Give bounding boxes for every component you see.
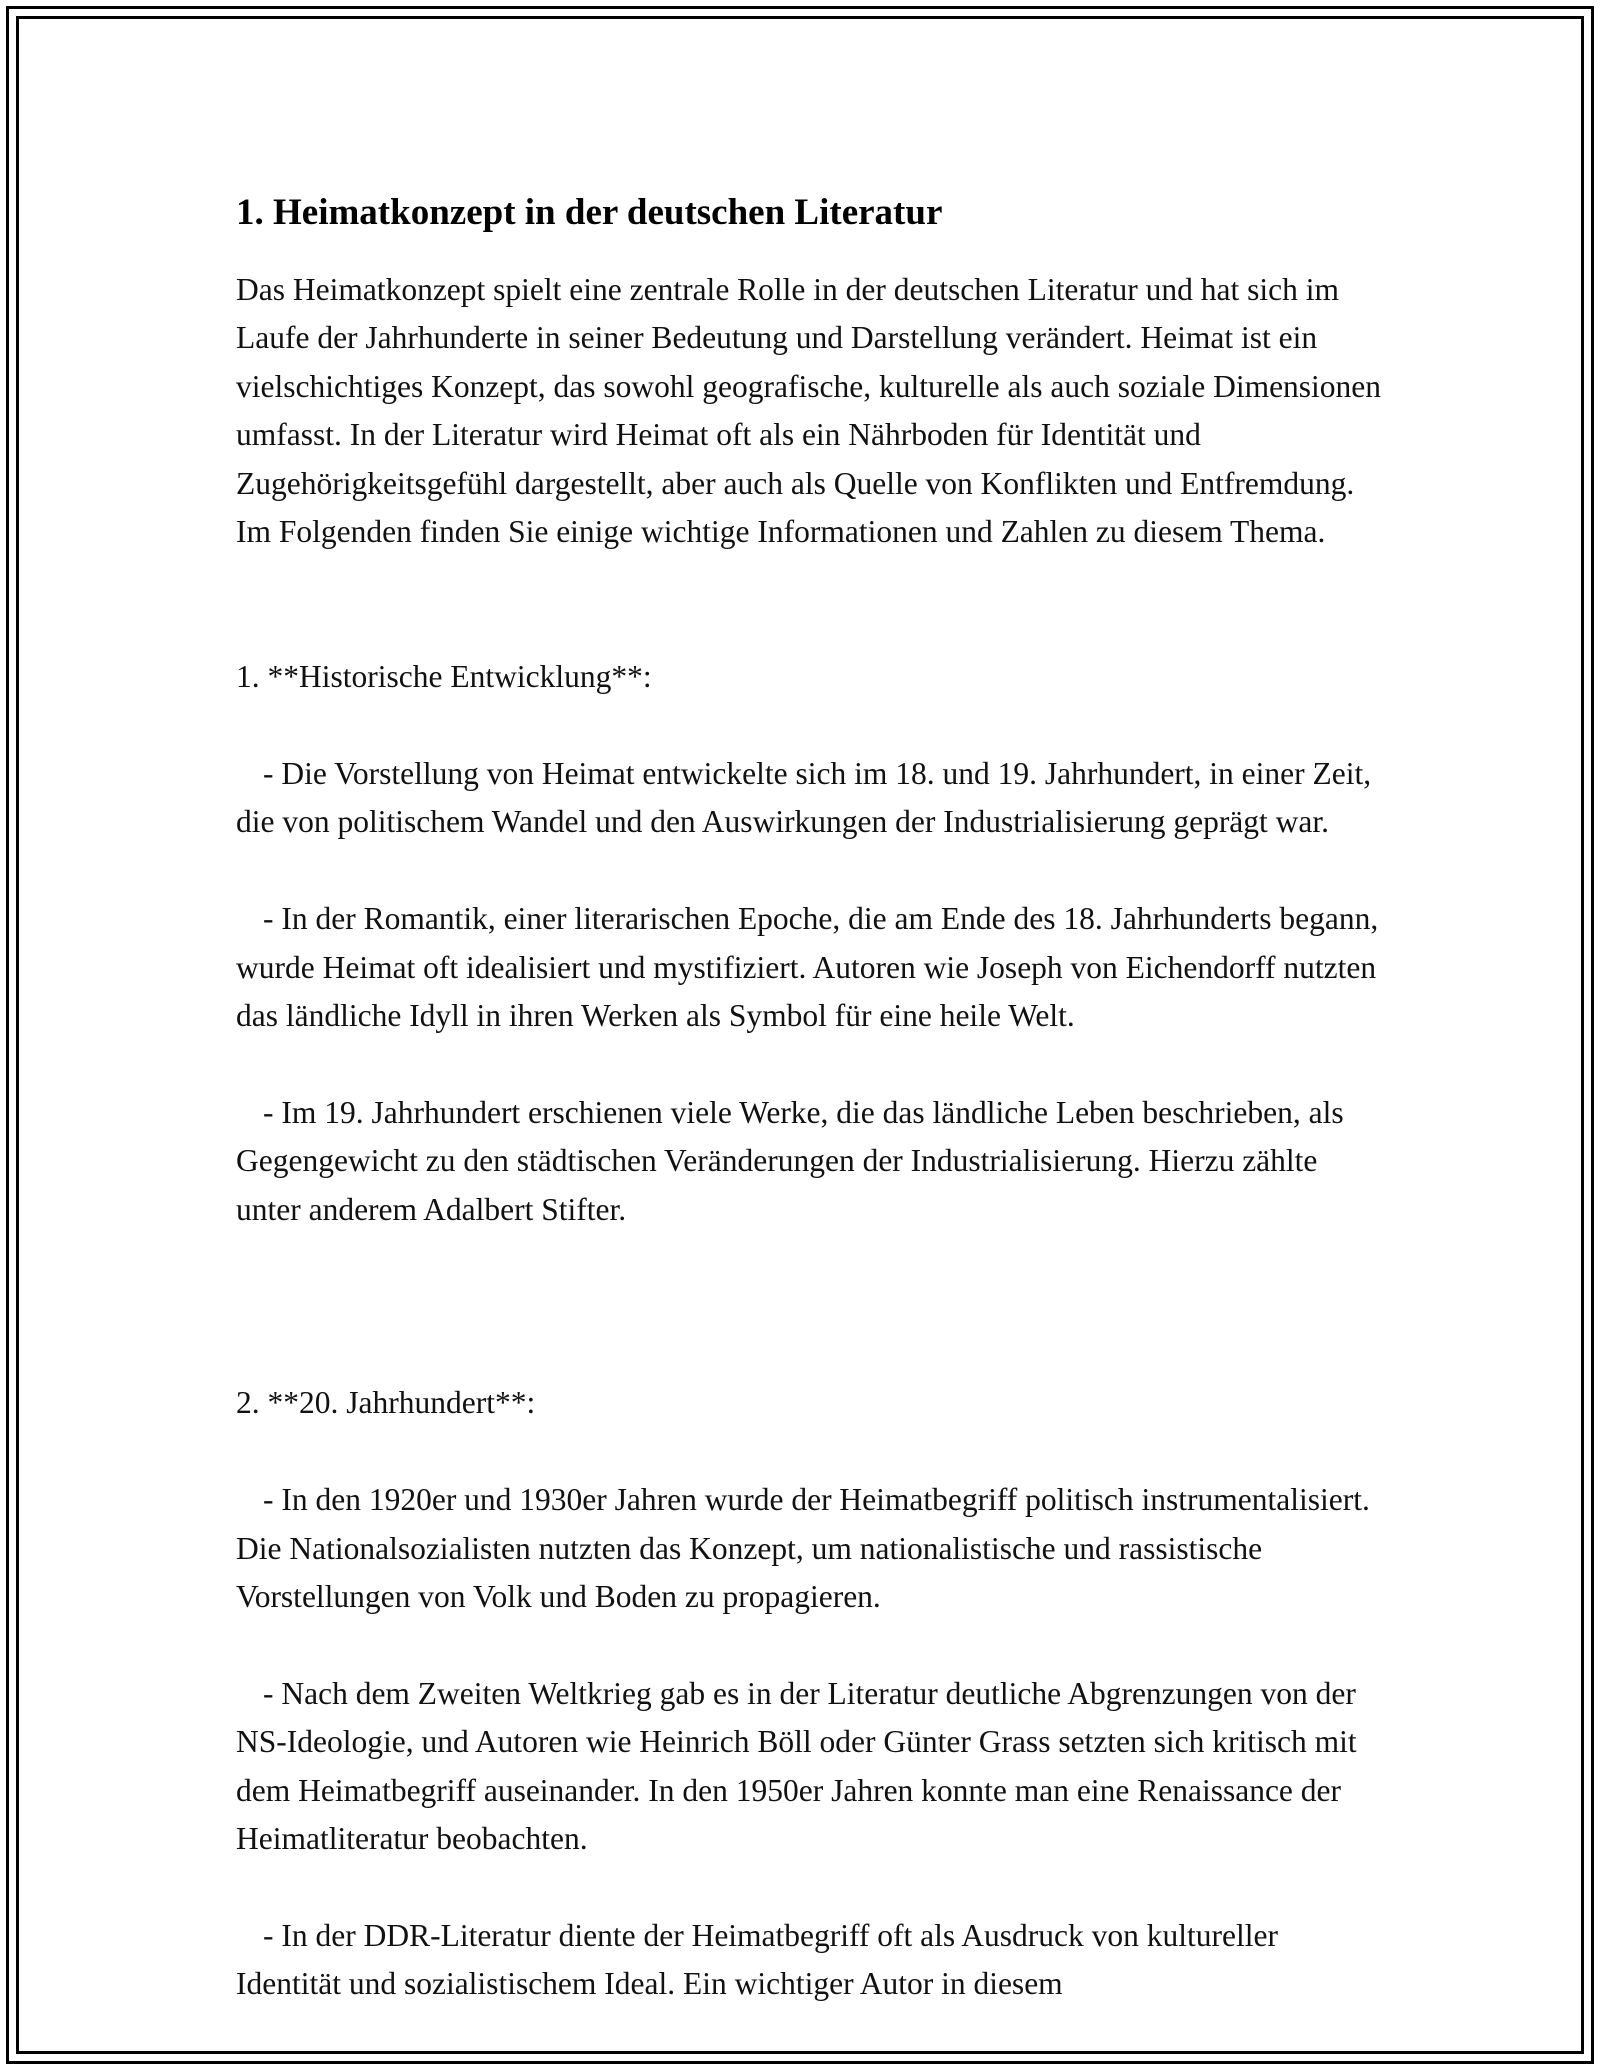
- list-item: - Im 19. Jahrhundert erschienen viele Werke, die das ländliche Leben beschrieben, als Gegengewicht zu den städtischen Veränderungen der Industrialisierung. Hierzu zählte unter anderem Adalbert Stifter.: [236, 1094, 1344, 1227]
- list-item: - In der Romantik, einer literarischen Epoche, die am Ende des 18. Jahrhunderts begann, wurde Heimat oft idealisiert und mystifiziert. Autoren wie Joseph von Eichendorff nutzten das ländliche Idyll in ihren Werken als Symbol für eine heile Welt.: [236, 901, 1379, 1034]
- section-heading: 1. **Historische Entwicklung**:: [236, 659, 652, 695]
- paragraph-spacer: [236, 556, 1386, 604]
- list-item: - In den 1920er und 1930er Jahren wurde der Heimatbegriff politisch instrumentalisiert. Die Nationalsozialisten nutzten das Konzept, um nationalistische und rassistische Vorstellungen von Volk und Boden zu propagieren.: [236, 1482, 1370, 1614]
- list-item: - Die Vorstellung von Heimat entwickelte sich im 18. und 19. Jahrhundert, in einer Zeit, die von politischem Wandel und den Auswirkungen der Industrialisierung geprägt war.: [236, 756, 1372, 840]
- document-body: [236, 186, 1386, 2057]
- list-item: - Nach dem Zweiten Weltkrieg gab es in der Literatur deutliche Abgrenzungen von der NS-Ideologie, und Autoren wie Heinrich Böll oder Günter Grass setzten sich kritisch mit dem Heimatbegriff auseinander. In den 1950er Jahren konnte man eine Renaissance der Heimatliteratur beobachten.: [236, 1675, 1357, 1856]
- section-heading: 2. **20. Jahrhundert**:: [236, 1385, 536, 1421]
- document-title: 1. Heimatkonzept in der deutschen Literatur: [236, 192, 943, 233]
- list-item: - In der DDR-Literatur diente der Heimatbegriff oft als Ausdruck von kultureller Identität und sozialistischem Ideal. Ein wichtiger Autor in diesem: [236, 1917, 1278, 2002]
- intro-paragraph: Das Heimatkonzept spielt eine zentrale Rolle in der deutschen Literatur und hat sich im Laufe der Jahrhunderte in seiner Bedeutung und Darstellung verändert. Heimat ist ein vielschichtiges Konzept, das sowohl geografische, kulturelle als auch soziale Dimensionen umfasst. In der Literatur wird Heimat oft als ein Nährboden für Identität und Zugehörigkeitsgefühl dargestellt, aber auch als Quelle von Konflikten und Entfremdung. Im Folgenden finden Sie einige wichtige Informationen und Zahlen zu diesem Thema.: [236, 272, 1382, 550]
- section-20-jahrhundert: [236, 1331, 1386, 2057]
- section-historische-entwicklung: [236, 605, 1386, 1283]
- paragraph-spacer: [236, 1283, 1386, 1331]
